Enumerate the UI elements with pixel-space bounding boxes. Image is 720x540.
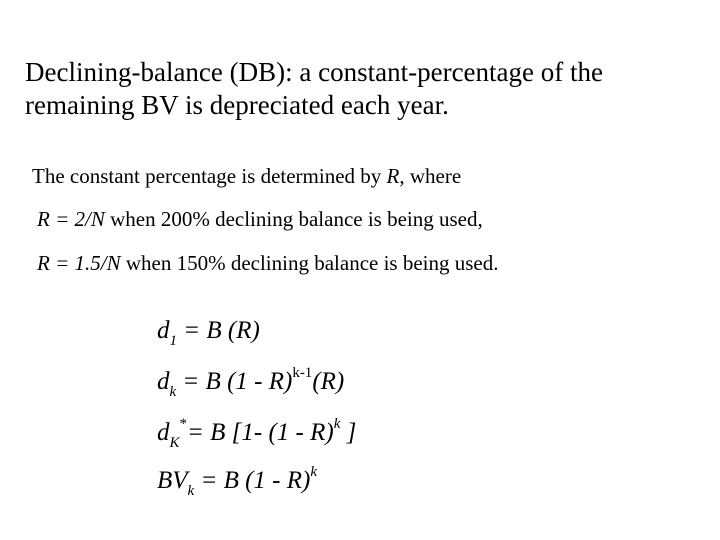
eq3-sub: K	[169, 435, 180, 451]
rule-1-text: when 200% declining balance is being used,	[104, 207, 483, 231]
equation-book-value	[157, 466, 317, 499]
eq1-sub: 1	[169, 333, 177, 349]
eq3-end: ]	[340, 419, 357, 446]
eq2-end: (R)	[312, 368, 345, 395]
intro-suffix: , where	[399, 164, 462, 188]
eq1-lhs: d	[157, 317, 170, 344]
eq4-sup: k	[310, 464, 318, 480]
rule-150-percent	[37, 250, 499, 276]
rule-200-percent	[37, 206, 483, 232]
eq1-rhs: = B (R)	[177, 317, 260, 344]
equation-first-year-depreciation	[157, 316, 260, 349]
eq3-mid: = B [1- (1 - R)	[187, 419, 334, 446]
eq4-lhs: BV	[157, 467, 188, 494]
eq2-lhs: d	[157, 368, 170, 395]
eq2-sup: k-1	[292, 365, 313, 381]
title-line-2: remaining BV is depreciated each year.	[25, 90, 449, 120]
eq3-lhs: d	[157, 419, 170, 446]
equation-year-k-depreciation	[157, 367, 344, 400]
equation-cumulative-depreciation	[157, 418, 356, 451]
intro-variable: R	[386, 164, 400, 188]
eq3-sup: k	[333, 416, 341, 432]
eq2-sub: k	[169, 384, 177, 400]
rule-1-formula: R = 2/N	[37, 207, 105, 231]
intro-paragraph	[32, 163, 461, 189]
eq2-mid: = B (1 - R)	[176, 368, 293, 395]
eq3-star: *	[179, 416, 188, 432]
slide-title	[25, 56, 705, 122]
rule-2-text: when 150% declining balance is being used.	[120, 251, 499, 275]
title-line-1: Declining-balance (DB): a constant-percentage of the	[25, 57, 603, 87]
rule-2-formula: R = 1.5/N	[37, 251, 121, 275]
eq4-mid: = B (1 - R)	[194, 467, 311, 494]
intro-prefix: The constant percentage is determined by	[32, 164, 387, 188]
eq4-sub: k	[187, 483, 195, 499]
